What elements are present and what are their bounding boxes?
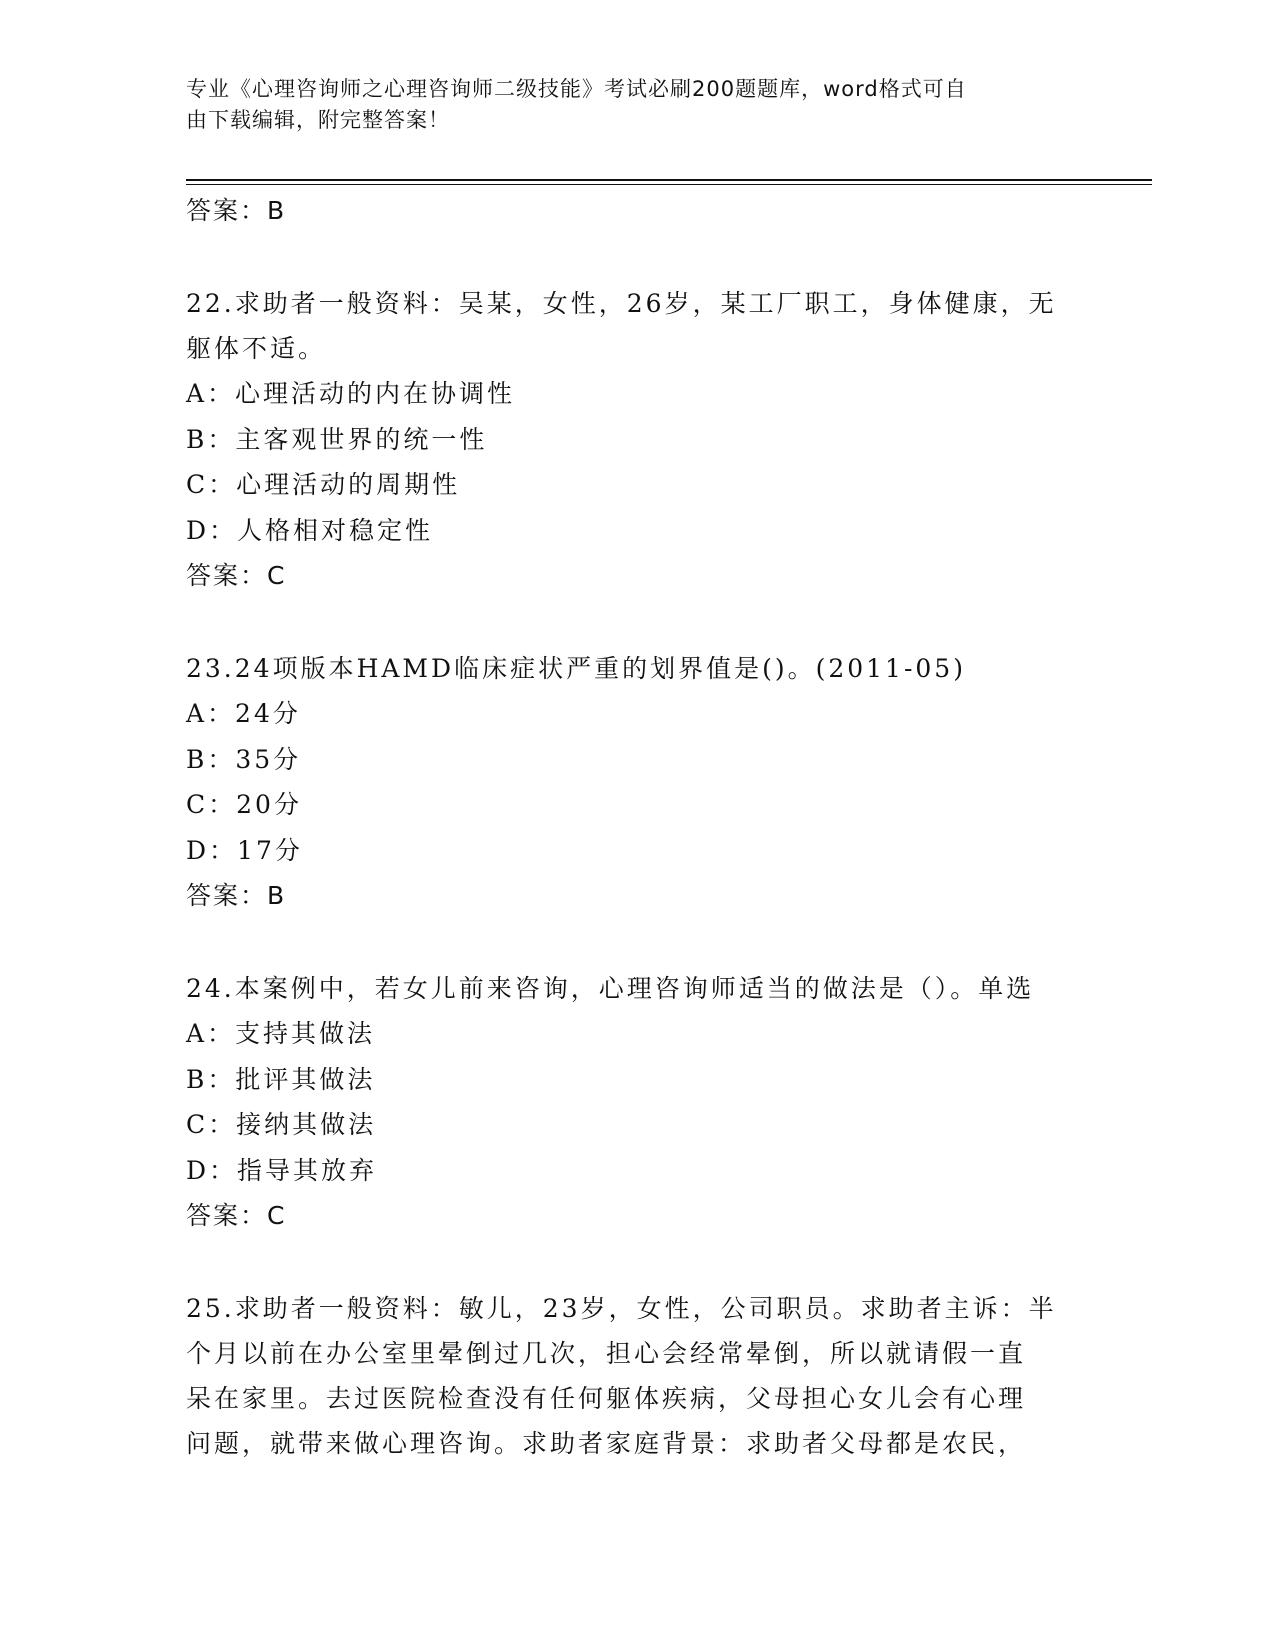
page-header (186, 74, 1066, 136)
option-a: A：24分 (186, 699, 301, 728)
question-text-line: 个月以前在办公室里晕倒过几次，担心会经常晕倒，所以就请假一直 (186, 1339, 1027, 1368)
option-c: C：心理活动的周期性 (186, 470, 461, 499)
option-b: B：主客观世界的统一性 (186, 424, 488, 454)
question-list (186, 188, 1086, 1466)
question-text-line: 25.求助者一般资料：敏儿，23岁，女性，公司职员。求助者主诉：半 (186, 1294, 1057, 1323)
header-line-1: 专业《心理咨询师之心理咨询师二级技能》考试必刷200题题库，word格式可自 (186, 77, 967, 101)
header-rule-thick (186, 179, 1152, 181)
option-d: D：17分 (186, 835, 303, 865)
option-b: B：35分 (186, 744, 302, 774)
header-line-2: 由下载编辑，附完整答案！ (186, 108, 450, 132)
question-23 (186, 646, 1086, 919)
question-24 (186, 966, 1086, 1239)
question-text-line: 24.本案例中，若女儿前来咨询，心理咨询师适当的做法是（）。单选 (186, 974, 1035, 1003)
question-22 (186, 281, 1086, 599)
question-text-line: 22.求助者一般资料：吴某，女性，26岁，某工厂职工，身体健康，无 (186, 289, 1057, 318)
answer: 答案：C (186, 1201, 287, 1230)
option-c: C：20分 (186, 790, 302, 819)
question-text-line: 23.24项版本HAMD临床症状严重的划界值是()。(2011-05) (186, 654, 966, 683)
answer-previous: 答案：B (186, 196, 287, 225)
option-a: A：支持其做法 (186, 1019, 376, 1048)
option-a: A：心理活动的内在协调性 (186, 379, 516, 408)
question-text-line: 躯体不适。 (186, 334, 327, 363)
answer: 答案：C (186, 561, 287, 590)
question-25 (186, 1286, 1086, 1466)
header-rule-thin (186, 184, 1152, 185)
option-d: D：指导其放弃 (186, 1155, 378, 1185)
question-text-line: 问题，就带来做心理咨询。求助者家庭背景：求助者父母都是农民， (186, 1429, 1027, 1458)
question-text-line: 呆在家里。去过医院检查没有任何躯体疾病，父母担心女儿会有心理 (186, 1384, 1027, 1413)
option-c: C：接纳其做法 (186, 1110, 377, 1139)
answer: 答案：B (186, 881, 287, 910)
option-b: B：批评其做法 (186, 1064, 376, 1094)
option-d: D：人格相对稳定性 (186, 515, 434, 545)
